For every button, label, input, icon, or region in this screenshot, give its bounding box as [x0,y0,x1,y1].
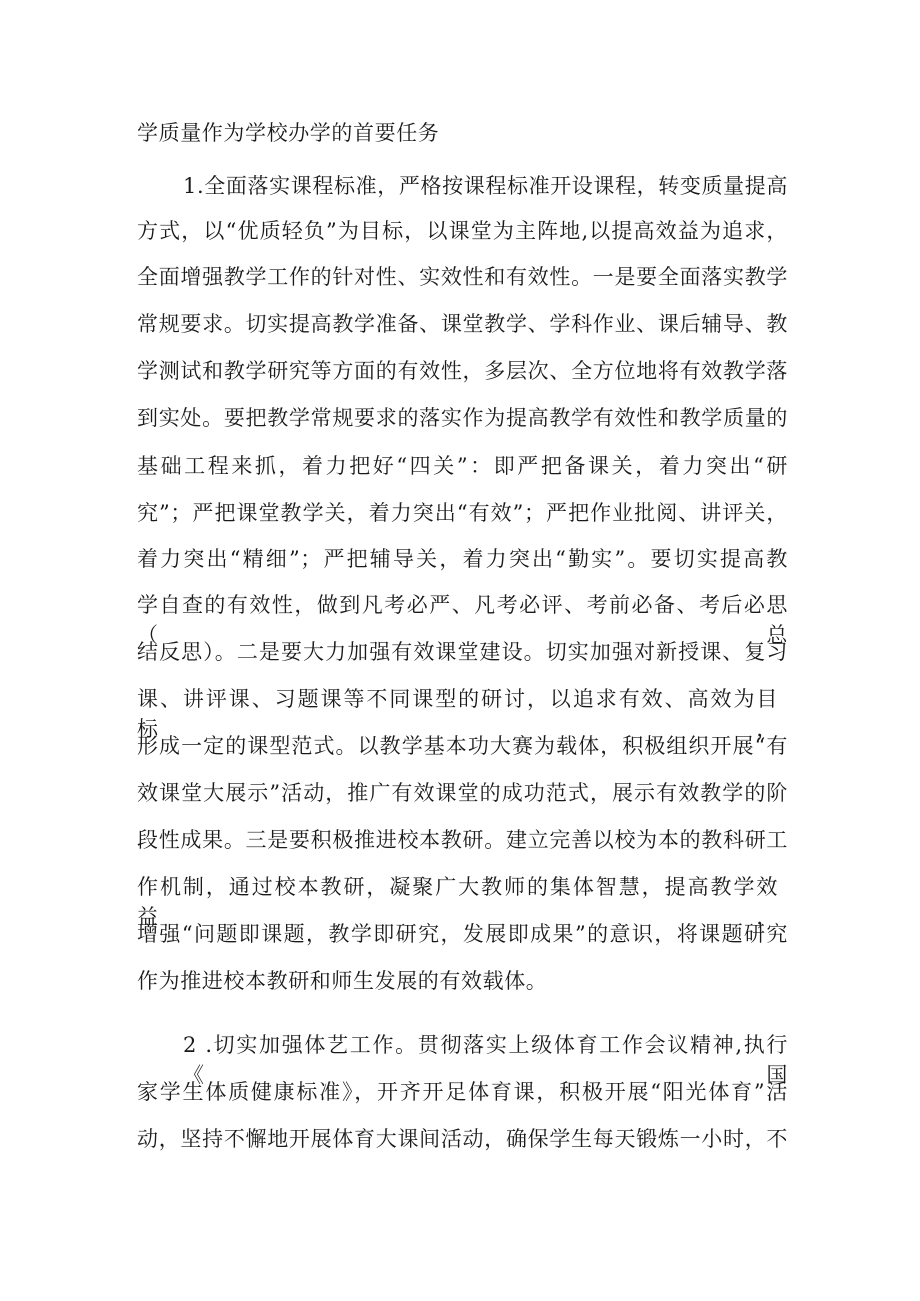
text-line: 作机制，通过校本教研，凝聚广大教师的集体智慧，提高教学效益， [137,875,778,929]
text-line: 2 .切实加强体艺工作。贯彻落实上级体育工作会议精神,执行《国 [183,1033,788,1087]
text-line: 学自查的有效性，做到凡考必严、凡考必评、考前必备、考后必思（总 [137,593,788,647]
text-line: 学测试和教学研究等方面的有效性，多层次、全方位地将有效教学落 [137,359,788,383]
text-line: 全面增强教学工作的针对性、实效性和有效性。一是要全面落实教学 [137,265,788,289]
text-line: 段性成果。三是要积极推进校本教研。建立完善以校为本的教科研工 [137,828,788,852]
text-line: 方式，以“优质轻负”为目标，以课堂为主阵地,以提高效益为追求， [137,219,788,243]
text-line: 基础工程来抓，着力把好“四关”：即严把备课关，着力突出“研 [137,454,788,478]
text-line: 家学生体质健康标准》，开齐开足体育课，积极开展“阳光体育”活 [137,1080,788,1104]
text-line: 增强“问题即课题，教学即研究，发展即成果”的意识，将课题研究 [137,922,788,946]
text-line: 学质量作为学校办学的首要任务 [137,121,440,145]
text-line: 课、讲评课、习题课等不同课型的研讨，以追求有效、高效为目标， [137,687,778,741]
text-line: 究”；严把课堂教学关，着力突出“有效”；严把作业批阅、讲评关， [137,501,788,525]
text-line: 结反思）。二是要大力加强有效课堂建设。切实加强对新授课、复习 [137,640,788,664]
text-line: 1.全面落实课程标准，严格按课程标准开设课程，转变质量提高 [183,174,788,198]
text-line: 着力突出“精细”；严把辅导关，着力突出“勤实”。要切实提高教 [137,547,788,571]
text-line: 形成一定的课型范式。以教学基本功大赛为载体，积极组织开展“有 [137,734,788,758]
text-line: 常规要求。切实提高教学准备、课堂教学、学科作业、课后辅导、教 [137,312,788,336]
text-line: 到实处。要把教学常规要求的落实作为提高教学有效性和教学质量的 [137,406,788,430]
text-line: 动，坚持不懈地开展体育大课间活动，确保学生每天锻炼一小时，不 [137,1127,788,1151]
text-line: 效课堂大展示”活动，推广有效课堂的成功范式，展示有效教学的阶 [137,781,788,805]
text-line: 作为推进校本教研和师生发展的有效载体。 [137,969,548,993]
